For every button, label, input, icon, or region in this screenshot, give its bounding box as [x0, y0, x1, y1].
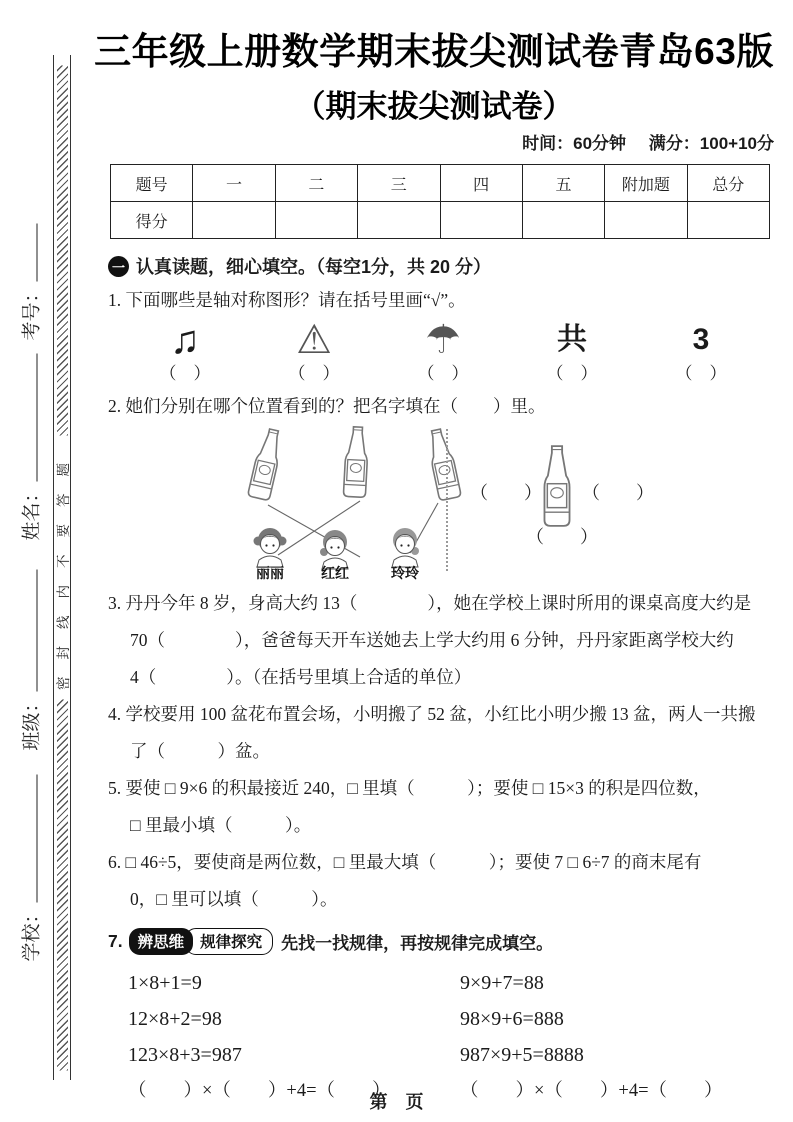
- answer-bracket: （ ）: [470, 483, 542, 503]
- warning-triangle-icon: ⚠: [296, 317, 332, 362]
- section1-title: 认真读题，细心填空。（每空1分，共 20 分）: [136, 257, 492, 277]
- table-header-cell: 四: [440, 165, 522, 202]
- question-1-items: [88, 317, 780, 385]
- bottles-and-girls-illustration: [240, 421, 480, 581]
- equation: 9×9+7=88: [460, 972, 544, 994]
- question-7-instruction: 先找一找规律，再按规律完成填空。: [281, 934, 554, 953]
- line-middle-bottle: [278, 501, 360, 555]
- stripe-pattern: [57, 65, 68, 436]
- q1-item: [398, 317, 488, 385]
- exam-meta: [88, 132, 780, 156]
- equation: 12×8+2=98: [128, 1008, 222, 1030]
- question-5-line: 5. 要使 □ 9×6 的积最接近 240，□ 里填（ ）；要使 □ 15×3 的积是四位数，: [108, 778, 711, 798]
- girl-name-label: 玲玲: [391, 567, 419, 581]
- equation: 1×8+1=9: [128, 972, 202, 994]
- sidebar-label-exam-number: [17, 223, 44, 340]
- question-3-line: 70（ ），爸爸每天开车送她去上学大约用 6 分钟，丹丹家距离学校大约: [130, 630, 734, 650]
- bottle-left: [248, 428, 285, 501]
- question-2-figure: [88, 421, 780, 581]
- sidebar-label-text: 考号：: [21, 283, 43, 341]
- section1-header: [108, 253, 780, 279]
- score-cell: [358, 202, 440, 239]
- question-6: [108, 844, 780, 918]
- blank-line: [37, 569, 38, 691]
- dotted-divider: [446, 429, 448, 571]
- answer-bracket: （ ）: [546, 364, 598, 383]
- question-3-line: 3. 丹丹今年 8 岁，身高大约 13（ ），她在学校上课时所用的课桌高度大约是: [108, 593, 752, 613]
- sidebar-label-text: 姓名：: [21, 483, 43, 541]
- answer-bracket: （ ）: [582, 483, 654, 503]
- question-3-line: 4（ ）。（在括号里填上合适的单位）: [130, 667, 472, 687]
- score-cell: [522, 202, 604, 239]
- blank-line: [37, 774, 38, 902]
- question-7-header: [108, 928, 780, 955]
- full-score-label: 满分：100+10分: [648, 134, 774, 153]
- score-cell: [193, 202, 275, 239]
- table-header-cell: 五: [522, 165, 604, 202]
- umbrella-icon: ☂: [425, 317, 461, 362]
- score-table-score-row: [111, 202, 770, 239]
- sidebar-label-school: [17, 774, 44, 961]
- question-5-line: □ 里最小填（ ）。: [130, 815, 312, 835]
- sidebar-label-class: [17, 569, 44, 750]
- equation: 98×9+6=888: [460, 1008, 564, 1030]
- sidebar-label-text: 班级：: [21, 693, 43, 751]
- girl-name-label: 红红: [321, 567, 349, 581]
- girl-lili-illustration: [254, 528, 287, 567]
- score-cell: [605, 202, 687, 239]
- digit-three-glyph: 3: [692, 323, 710, 356]
- question-4: [108, 696, 780, 770]
- page-title: 三年级上册数学期末拔尖测试卷青岛63版: [94, 31, 774, 72]
- equation-row: [128, 1001, 748, 1037]
- question-2-text: 2. 她们分别在哪个位置看到的？把名字填在（ ）里。: [108, 396, 546, 416]
- answer-bracket: （ ）: [417, 364, 469, 383]
- girl-lingling-illustration: [392, 528, 419, 567]
- bottle-middle: [343, 426, 369, 497]
- table-header-cell: 三: [358, 165, 440, 202]
- time-label: 时间：60分钟: [522, 134, 627, 153]
- question-7-number: 7.: [108, 931, 123, 951]
- score-table: [110, 164, 770, 239]
- equation-row: [128, 965, 748, 1001]
- q1-item: [140, 317, 230, 385]
- stripe-pattern: [57, 700, 68, 1071]
- upright-bottle-illustration: [540, 445, 574, 527]
- sidebar-label-text: 学校：: [21, 904, 43, 962]
- question-5: [108, 770, 780, 844]
- music-notes-icon: ♫: [170, 317, 200, 362]
- score-cell: [687, 202, 769, 239]
- score-table-header-row: [111, 165, 770, 202]
- score-row-label: 得分: [111, 202, 193, 239]
- q1-item: [269, 317, 359, 385]
- q1-item: [527, 317, 617, 385]
- blank-line: [37, 223, 38, 281]
- page-subtitle: （期末拔尖测试卷）: [294, 89, 574, 124]
- question-6-line: 0，□ 里可以填（ ）。: [130, 889, 338, 909]
- thinking-badge: 辨思维: [129, 928, 194, 955]
- q1-item: [656, 317, 746, 385]
- score-cell: [440, 202, 522, 239]
- question-4-line: 了（ ）盆。: [130, 741, 270, 761]
- seal-line-text: 密封线内不要答题: [56, 445, 71, 690]
- sidebar-label-name: [17, 353, 44, 540]
- blank-line: [37, 353, 38, 481]
- table-header-cell: 一: [193, 165, 275, 202]
- girl-honghong-illustration: [320, 530, 348, 569]
- fill-blank-equation: （ ）×（ ）+4=（ ）: [128, 1081, 391, 1101]
- answer-bracket: （ ）: [526, 527, 598, 547]
- equation-row: [128, 1037, 748, 1073]
- pattern-exploration-badge: 规律探究: [185, 928, 273, 955]
- answer-bracket: （ ）: [675, 364, 727, 383]
- answer-bracket: （ ）: [288, 364, 340, 383]
- fill-blank-equation: （ ）×（ ）+4=（ ）: [460, 1081, 723, 1101]
- table-header-cell: 二: [275, 165, 357, 202]
- question-1-text: 1. 下面哪些是轴对称图形？请在括号里画“√”。: [108, 290, 466, 310]
- table-header-cell: 附加题: [605, 165, 687, 202]
- question-4-line: 4. 学校要用 100 盆花布置会场，小明搬了 52 盆，小红比小明少搬 13 盆，两人一共搬: [108, 704, 756, 724]
- page-footer: 第 页: [369, 1092, 424, 1112]
- equation: 123×8+3=987: [128, 1044, 242, 1066]
- bottle-right: [425, 428, 461, 501]
- exam-paper: [88, 0, 780, 1109]
- character-gong-glyph: 共: [557, 323, 587, 356]
- girl-name-label: 丽丽: [256, 567, 284, 581]
- section-number-badge: 一: [108, 256, 129, 277]
- seal-line-strip: [53, 55, 71, 1080]
- score-cell: [275, 202, 357, 239]
- table-header-cell: 题号: [111, 165, 193, 202]
- question-3: [108, 585, 780, 696]
- question-6-line: 6. □ 46÷5，要使商是两位数，□ 里最大填（ ）；要使 7 □ 6÷7 的商末尾有: [108, 852, 702, 872]
- answer-bracket: （ ）: [159, 364, 211, 383]
- equation: 987×9+5=8888: [460, 1044, 584, 1066]
- table-header-cell: 总分: [687, 165, 769, 202]
